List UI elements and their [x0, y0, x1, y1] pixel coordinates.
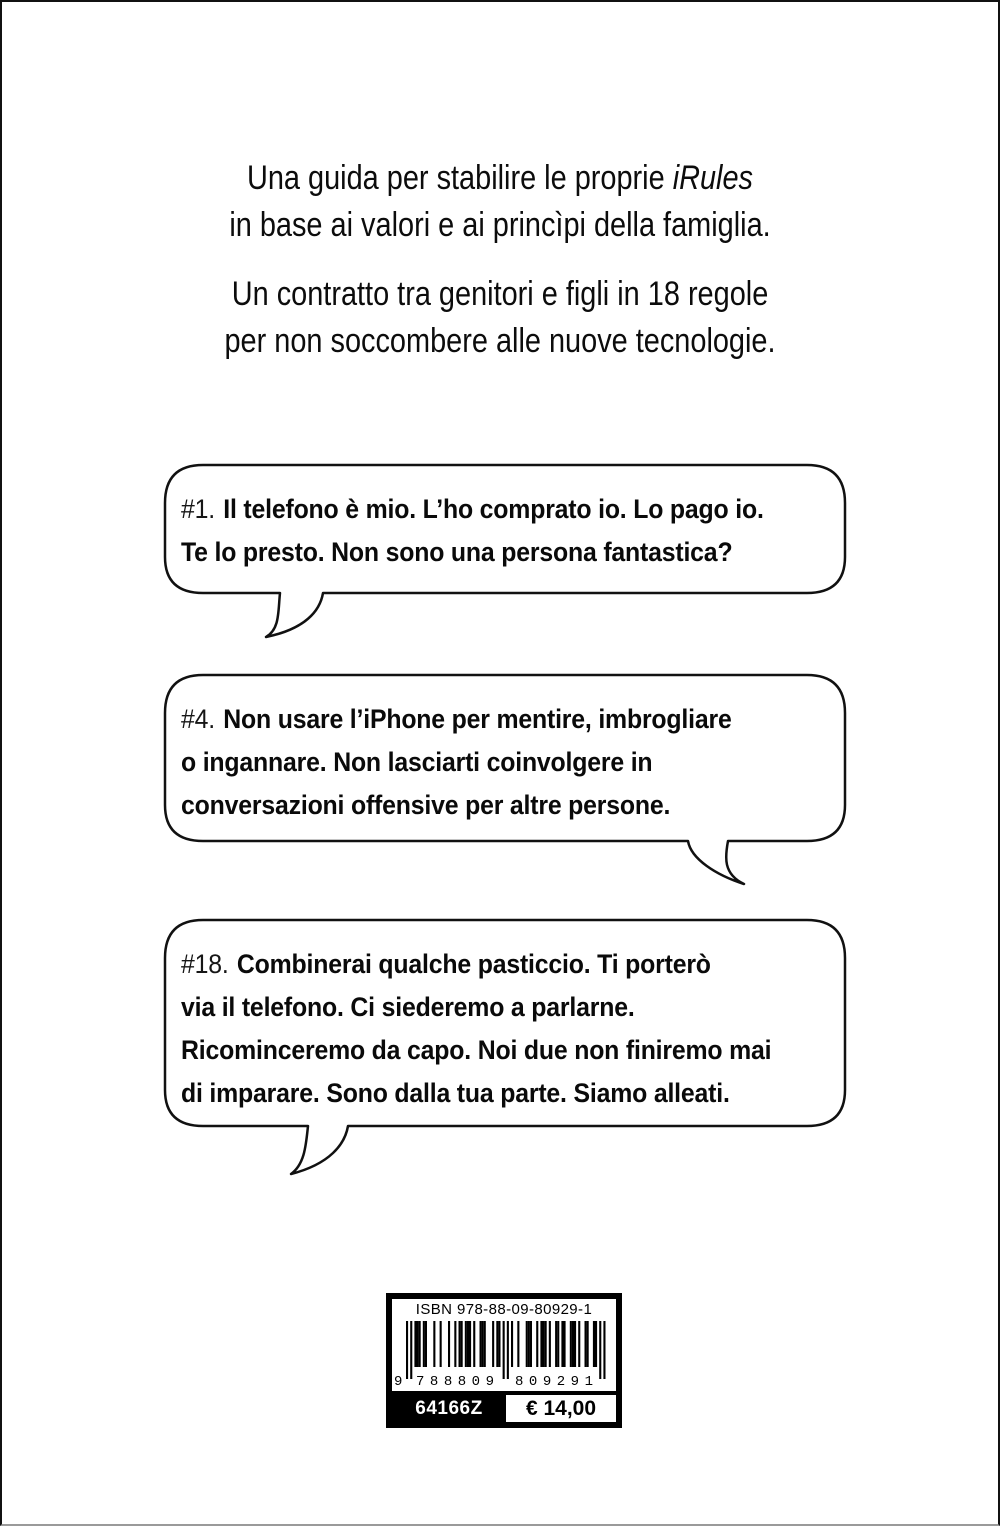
rule-number: #18.: [181, 949, 229, 979]
barcode-panel: [392, 1299, 616, 1391]
barcode-block: [386, 1293, 622, 1428]
rule-text: #4. Non usare l’iPhone per mentire, imbrogliare o ingannare. Non lasciarti coinvolgere in conversazioni offensive per altre persone.: [181, 704, 732, 820]
barcode-digit-group1: 788809: [416, 1374, 494, 1389]
tagline-line: Un contratto tra genitori e figli in 18 regole: [231, 275, 769, 313]
speech-bubble-rule-18: [163, 918, 851, 1182]
irules-italic-word: iRules: [672, 159, 754, 197]
rule-text: #1. Il telefono è mio. L’ho comprato io. Lo pago io. Te lo presto. Non sono una persona fantastica?: [181, 494, 764, 567]
tagline-primary: [77, 155, 924, 249]
barcode-digit-group2: 809291: [515, 1374, 593, 1389]
ean-barcode: [392, 1321, 616, 1389]
isbn-label: ISBN 978-88-09-80929-1: [415, 1301, 593, 1318]
price-band: [392, 1395, 616, 1422]
barcode-digit-lead: 9: [394, 1374, 403, 1389]
tagline-secondary: [77, 271, 924, 365]
publisher-code: 64166Z: [415, 1397, 483, 1419]
tagline-line: Una guida per stabilire le proprie iRules: [246, 159, 754, 197]
price: € 14,00: [506, 1395, 616, 1422]
speech-bubble-rule-1: [163, 463, 851, 649]
rule-text: #18. Combinerai qualche pasticcio. Ti porterò via il telefono. Ci siederemo a parlarne. Ricominceremo da capo. Noi due non finiremo mai di imparare. Sono dalla tua parte. Siamo alleati.: [181, 949, 772, 1108]
tagline-line: in base ai valori e ai princìpi della famiglia.: [229, 206, 771, 244]
rule-number: #4.: [181, 704, 215, 734]
rule-number: #1.: [181, 494, 215, 524]
speech-bubble-rule-4: [163, 673, 851, 895]
tagline-line: per non soccombere alle nuove tecnologie.: [224, 322, 776, 360]
